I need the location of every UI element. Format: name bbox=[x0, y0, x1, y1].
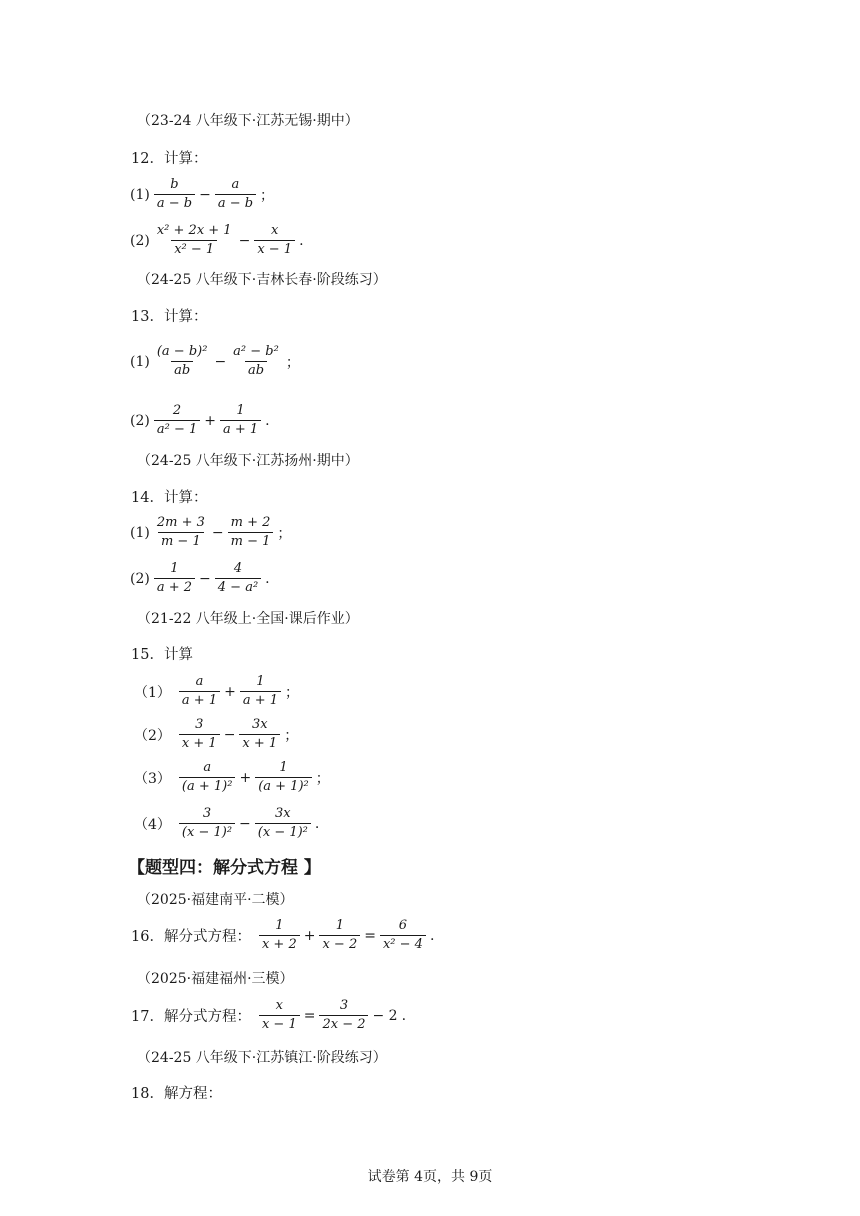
fraction: $\frac{\text{a² − b²}}{ab}$ bbox=[233, 344, 279, 378]
tail-term: − 2 bbox=[372, 1007, 398, 1024]
equals-sign: = bbox=[303, 1007, 316, 1024]
q15-part1: （1） $\frac{a}{a + 1}$ + $\frac{1}{a + 1}$ ； bbox=[134, 674, 300, 708]
fraction: $\frac{\text{(a − b)²}}{ab}$ bbox=[156, 344, 208, 378]
part-label: （1） bbox=[134, 684, 171, 701]
equals-sign: = bbox=[364, 927, 376, 944]
question-18: 18．解方程： bbox=[131, 1086, 222, 1102]
question-16: 16．解分式方程： $\frac{1}{x + 2}$ + $\frac{1}{x - 2}$ = $\frac{6}{\text{x² − 4}}$ . bbox=[131, 918, 435, 952]
fraction: $\frac{2}{\text{a² − 1}}$ bbox=[154, 402, 200, 439]
source-note: （2025·福建福州·三模） bbox=[137, 971, 294, 987]
q13-part1: (1) $\frac{\text{(a − b)²}}{ab}$ − $\frac{\text{a² − b²}}{ab}$ ； bbox=[130, 344, 300, 378]
minus-sign: − bbox=[239, 815, 251, 832]
minus-sign: − bbox=[223, 726, 236, 743]
fraction: $\frac{3}{\text{(x − 1)²}}$ bbox=[179, 805, 235, 842]
fraction: $\frac{b}{a - b}$ bbox=[154, 176, 195, 213]
q14-part2: (2) $\frac{1}{a + 2}$ − $\frac{4}{\text{4 − a²}}$ . bbox=[130, 561, 270, 595]
q12-part1: (1) $\frac{b}{a - b}$ − $\frac{a}{a - b}$ ； bbox=[130, 177, 275, 211]
source-note: （2025·福建南平·二模） bbox=[137, 892, 294, 908]
part-label: （2） bbox=[134, 727, 171, 744]
fraction: $\frac{m + 2}{m - 1}$ bbox=[228, 514, 274, 551]
plus-sign: + bbox=[239, 769, 252, 786]
fraction: $\frac{3x}{x + 1}$ bbox=[239, 716, 280, 753]
q12-part2: (2) $\frac{\text{x² + 2x + 1}}{\text{x² − 1}}$ − $\frac{x}{x - 1}$ . bbox=[130, 223, 304, 257]
minus-sign: − bbox=[199, 186, 211, 203]
question-14: 14．计算： bbox=[131, 490, 208, 506]
fraction: $\frac{\text{x² + 2x + 1}}{\text{x² − 1}}$ bbox=[156, 223, 232, 257]
question-13: 13．计算： bbox=[131, 309, 208, 325]
fraction: $\frac{2m + 3}{m - 1}$ bbox=[156, 515, 205, 549]
fraction: $\frac{3}{x + 1}$ bbox=[179, 716, 220, 753]
fraction: $\frac{1}{a + 1}$ bbox=[240, 673, 281, 710]
part-label: （3） bbox=[134, 770, 171, 787]
question-12: 12．计算： bbox=[131, 151, 208, 167]
fraction: $\frac{a}{a + 1}$ bbox=[179, 673, 220, 710]
part-label: (2) bbox=[130, 232, 150, 249]
fraction: $\frac{x}{x - 1}$ bbox=[254, 222, 295, 259]
fraction: $\frac{1}{a + 2}$ bbox=[154, 560, 195, 597]
part-label: (1) bbox=[130, 524, 150, 541]
source-note: （24-25 八年级下·江苏镇江·阶段练习） bbox=[137, 1050, 387, 1066]
page-footer: 试卷第 4页，共 9页 bbox=[367, 1169, 493, 1185]
q13-part2: (2) $\frac{2}{\text{a² − 1}}$ + $\frac{1}{a + 1}$ . bbox=[130, 403, 270, 437]
question-17: 17．解分式方程： $\frac{x}{x - 1}$ = $\frac{3}{2x - 2}$ − 2 . bbox=[131, 998, 407, 1032]
source-note: （23-24 八年级下·江苏无锡·期中） bbox=[137, 113, 359, 129]
plus-sign: + bbox=[204, 412, 216, 429]
minus-sign: − bbox=[238, 232, 251, 249]
fraction: $\frac{3x}{\text{(x − 1)²}}$ bbox=[255, 805, 311, 842]
fraction: $\frac{1}{x - 2}$ bbox=[319, 917, 360, 954]
section-heading: 【题型四：解分式方程 】 bbox=[128, 858, 321, 878]
minus-sign: − bbox=[199, 570, 211, 587]
minus-sign: − bbox=[214, 353, 227, 370]
fraction: $\frac{a}{\text{(a + 1)²}}$ bbox=[179, 759, 236, 796]
fraction: $\frac{6}{\text{x² − 4}}$ bbox=[380, 917, 426, 954]
fraction: $\frac{a}{a - b}$ bbox=[215, 176, 256, 213]
q15-part3: （3） $\frac{a}{\text{(a + 1)²}}$ + $\frac{1}{\text{(a + 1)²}}$ ； bbox=[134, 760, 330, 794]
q15-part2: （2） $\frac{3}{x + 1}$ − $\frac{3x}{x + 1}$ ； bbox=[134, 717, 299, 751]
source-note: （24-25 八年级下·江苏扬州·期中） bbox=[137, 453, 359, 469]
part-label: (1) bbox=[130, 353, 150, 370]
fraction: $\frac{x}{x - 1}$ bbox=[259, 997, 300, 1034]
fraction: $\frac{1}{a + 1}$ bbox=[220, 402, 261, 439]
fraction: $\frac{1}{x + 2}$ bbox=[259, 917, 300, 954]
fraction: $\frac{1}{\text{(a + 1)²}}$ bbox=[255, 759, 312, 796]
part-label: (2) bbox=[130, 570, 150, 587]
part-label: （4） bbox=[134, 816, 171, 833]
minus-sign: − bbox=[211, 524, 224, 541]
fraction: $\frac{3}{2x - 2}$ bbox=[319, 997, 368, 1034]
part-label: (2) bbox=[130, 412, 150, 429]
plus-sign: + bbox=[224, 683, 236, 700]
plus-sign: + bbox=[303, 927, 316, 944]
fraction: $\frac{4}{\text{4 − a²}}$ bbox=[215, 560, 261, 597]
q14-part1: (1) $\frac{2m + 3}{m - 1}$ − $\frac{m + 2}{m - 1}$ ； bbox=[130, 515, 292, 549]
source-note: （24-25 八年级下·吉林长春·阶段练习） bbox=[137, 272, 387, 288]
q15-part4: （4） $\frac{3}{\text{(x − 1)²}}$ − $\frac{3x}{\text{(x − 1)²}}$ . bbox=[134, 806, 320, 840]
question-15: 15．计算 bbox=[131, 647, 193, 663]
source-note: （21-22 八年级上·全国·课后作业） bbox=[137, 611, 359, 627]
part-label: (1) bbox=[130, 186, 150, 203]
